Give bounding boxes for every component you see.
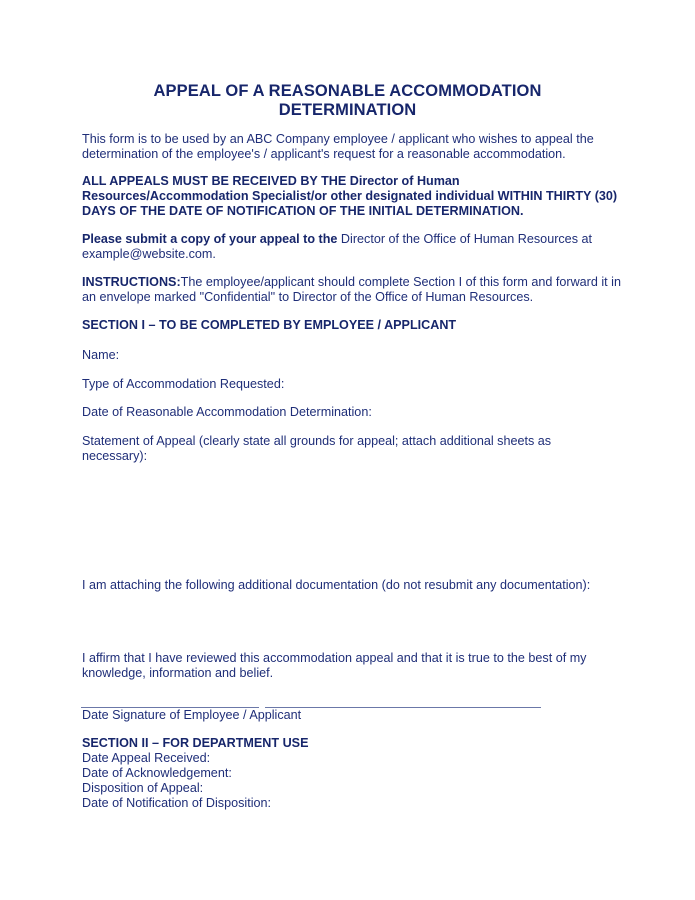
section-1-heading: SECTION I – TO BE COMPLETED BY EMPLOYEE / APPLICANT <box>82 318 457 332</box>
instructions-label: INSTRUCTIONS: <box>82 275 181 289</box>
section-2-heading: SECTION II – FOR DEPARTMENT USE <box>82 736 309 750</box>
field-date-acknowledgement-label: Date of Acknowledgement: <box>82 766 232 780</box>
field-name-label: Name: <box>82 348 120 362</box>
field-date-received-label: Date Appeal Received: <box>82 751 211 765</box>
signature-caption: Date Signature of Employee / Applicant <box>82 708 302 722</box>
field-attaching-label: I am attaching the following additional documentation (do not resubmit any documentation): <box>82 578 591 592</box>
document-title <box>0 82 695 120</box>
instructions-text: The employee/applicant should complete Section I of this form and forward it in an envelope marked "Confidential" to Director of the Office of Human Resources. <box>82 275 621 304</box>
deadline-paragraph: ALL APPEALS MUST BE RECEIVED BY THE Director of Human Resources/Accommodation Specialist/or other designated individual WITHIN THIRTY (30) DAYS OF THE DATE OF NOTIFICATION OF THE INITIAL DETERMINATION. <box>82 174 618 218</box>
intro-paragraph: This form is to be used by an ABC Company employee / applicant who wishes to appeal the determination of the employee's / applicant's request for a reasonable accommodation. <box>82 132 594 161</box>
instructions-paragraph <box>82 275 622 305</box>
submit-text: Director of the Office of Human Resources at example@website.com. <box>82 232 592 261</box>
field-disposition-label: Disposition of Appeal: <box>82 781 204 795</box>
submit-paragraph <box>82 232 622 262</box>
affirmation-paragraph: I affirm that I have reviewed this accommodation appeal and that it is true to the best of my knowledge, information and belief. <box>82 651 587 680</box>
submit-bold-text: Please submit a copy of your appeal to the <box>82 232 338 246</box>
field-statement-label: Statement of Appeal (clearly state all grounds for appeal; attach additional sheets as necessary): <box>82 434 552 463</box>
title-line-1: APPEAL OF A REASONABLE ACCOMMODATION <box>153 82 542 100</box>
field-determination-date-label: Date of Reasonable Accommodation Determination: <box>82 405 372 419</box>
title-line-2: DETERMINATION <box>278 101 417 119</box>
field-accommodation-type-label: Type of Accommodation Requested: <box>82 377 285 391</box>
field-date-notification-label: Date of Notification of Disposition: <box>82 796 271 810</box>
